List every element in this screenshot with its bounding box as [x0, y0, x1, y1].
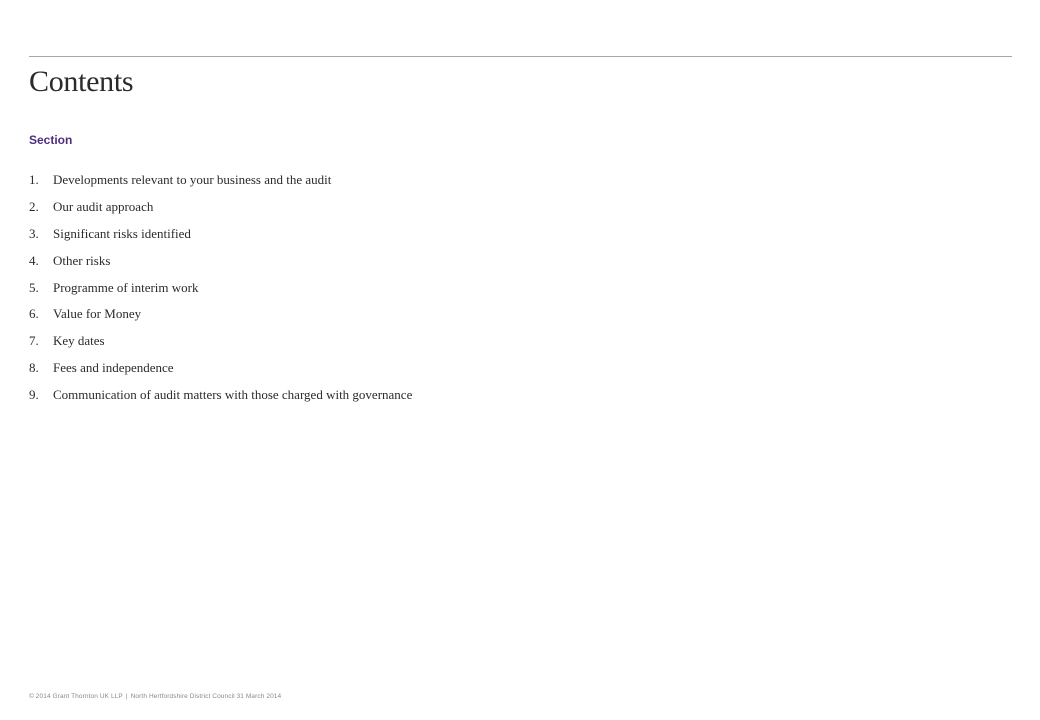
list-item-number: 8. — [29, 360, 39, 376]
contents-list — [29, 171, 412, 413]
list-item-number: 1. — [29, 172, 39, 187]
list-item — [29, 332, 412, 359]
list-item — [29, 171, 412, 198]
list-item-number: 3. — [29, 225, 39, 241]
list-item-text: Value for Money — [53, 306, 142, 322]
list-item-text: Developments relevant to your business and the audit — [53, 172, 332, 187]
list-item-number: 2. — [29, 198, 39, 214]
list-item — [29, 225, 412, 252]
page-title: Contents — [29, 65, 134, 98]
list-item-text: Key dates — [53, 333, 105, 349]
list-item-text: Significant risks identified — [53, 225, 191, 241]
footer-copyright: © 2014 Grant Thornton UK LLP — [29, 693, 123, 700]
list-item-text: Our audit approach — [53, 198, 154, 214]
list-item — [29, 198, 412, 225]
footer-separator: | — [125, 693, 128, 700]
footer-client: North Hertfordshire District Council 31 March 2014 — [130, 693, 282, 700]
header-rule — [29, 56, 1012, 57]
section-label: Section — [29, 133, 73, 147]
list-item — [29, 305, 412, 332]
list-item — [29, 279, 412, 306]
list-item-text: Programme of interim work — [53, 279, 199, 295]
list-item-text: Communication of audit matters with those charged with governance — [53, 387, 413, 403]
list-item — [29, 359, 412, 386]
page-footer — [29, 692, 281, 702]
list-item-text: Fees and independence — [53, 360, 174, 376]
list-item — [29, 386, 412, 413]
list-item-number: 4. — [29, 252, 39, 268]
list-item-text: Other risks — [53, 252, 111, 268]
list-item-number: 5. — [29, 279, 39, 295]
list-item-number: 7. — [29, 333, 39, 349]
list-item — [29, 252, 412, 279]
list-item-number: 6. — [29, 306, 39, 322]
list-item-number: 9. — [29, 387, 39, 403]
